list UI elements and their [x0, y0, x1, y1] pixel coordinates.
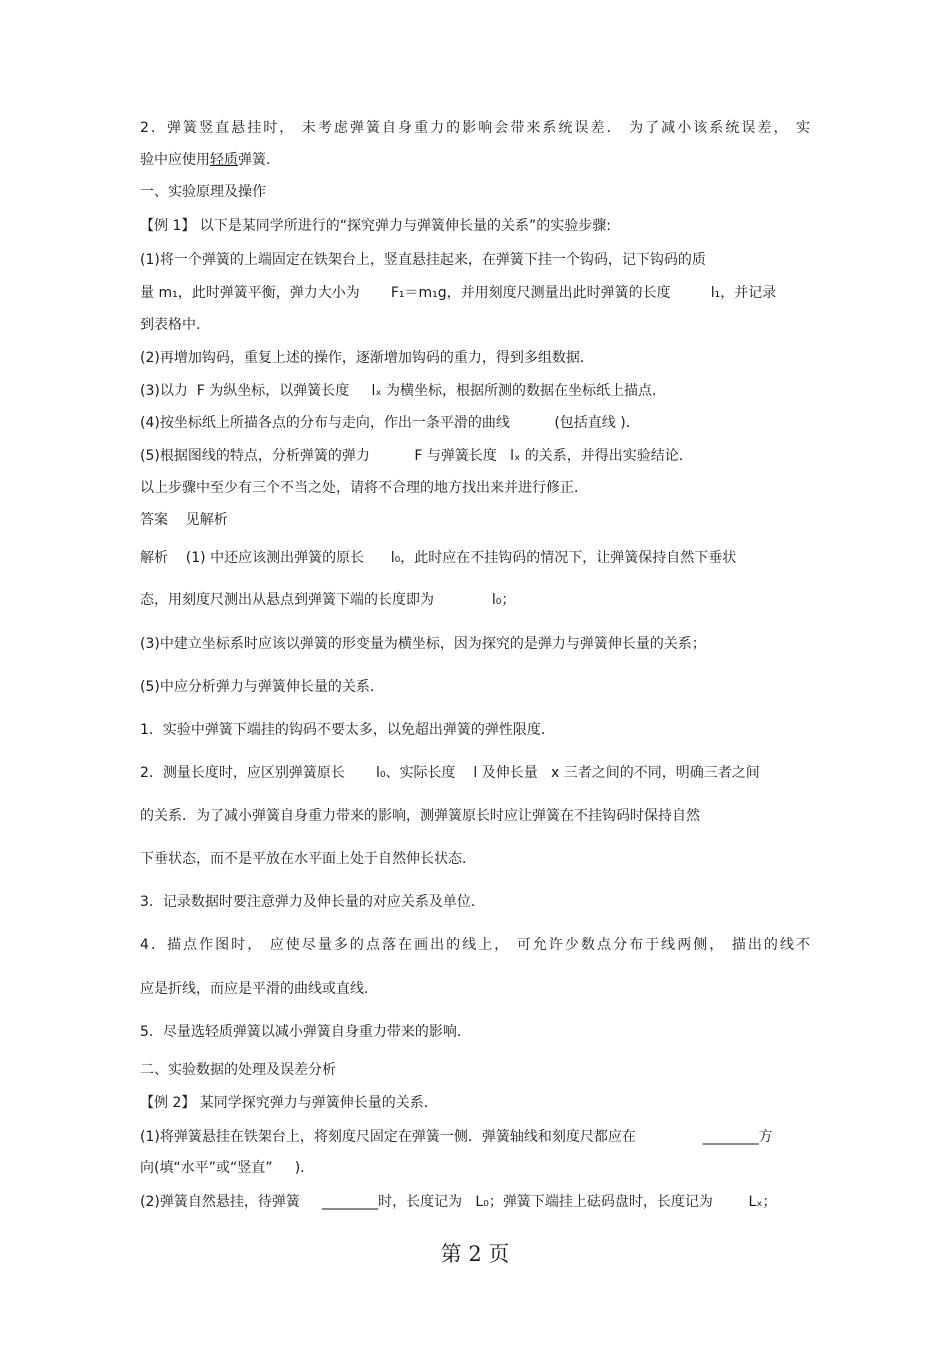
text-line: (5)中应分析弹力与弹簧伸长量的关系． [140, 679, 384, 695]
text-line: 4．描点作图时， 应使尽量多的点落在画出的线上， 可允许少数点分布于线两侧， 描出的线不 [140, 937, 810, 953]
text-line: (4)按坐标纸上所描各点的分布与走向，作出一条平滑的曲线 (包括直线 )． [140, 415, 640, 431]
text-fragment: 弹簧． [238, 152, 280, 168]
page-number: 第 2 页 [440, 1242, 510, 1266]
answer-line: 答案 见解析 [140, 512, 228, 528]
text-line: (5)根据图线的特点，分析弹簧的弹力 F 与弹簧长度 lₓ 的关系，并得出实验结论． [140, 448, 693, 464]
text-line [140, 150, 280, 170]
text-line: 3．记录数据时要注意弹力及伸长量的对应关系及单位． [140, 894, 485, 910]
text-line: 到表格中． [140, 317, 210, 333]
analysis-line: 解析 (1) 中还应该测出弹簧的原长 l₀，此时应在不挂钩码的情况下，让弹簧保持自然下垂状 [140, 550, 737, 566]
text-line: 的关系．为了减小弹簧自身重力带来的影响，测弹簧原长时应让弹簧在不挂钩码时保持自然 [140, 808, 700, 824]
text-line: 2．弹簧竖直悬挂时， 未考虑弹簧自身重力的影响会带来系统误差． 为了减小该系统误差， 实 [140, 120, 810, 136]
text-line: (3)以力 F 为纵坐标，以弹簧长度 lₓ 为横坐标，根据所测的数据在坐标纸上描点． [140, 383, 667, 399]
text-fragment: 验中应使用 [140, 152, 210, 168]
text-line: 下垂状态，而不是平放在水平面上处于自然伸长状态． [140, 851, 476, 867]
underlined-term: 轻质 [210, 152, 238, 168]
text-line: 态，用刻度尺测出从悬点到弹簧下端的长度即为 l₀； [140, 592, 516, 608]
text-line: (2)再增加钩码，重复上述的操作，逐渐增加钩码的重力，得到多组数据． [140, 350, 594, 366]
text-line: 应是折线，而应是平滑的曲线或直线． [140, 981, 378, 997]
text-line: 5．尽量选轻质弹簧以减小弹簧自身重力带来的影响． [140, 1024, 471, 1040]
section-heading: 二、实验数据的处理及误差分析 [140, 1062, 336, 1078]
example-heading: 【例 2】 某同学探究弹力与弹簧伸长量的关系． [140, 1095, 438, 1111]
text-line: (1)将一个弹簧的上端固定在铁架台上，竖直悬挂起来，在弹簧下挂一个钩码，记下钩码的质 [140, 252, 706, 268]
section-heading: 一、实验原理及操作 [140, 184, 266, 200]
text-line: (3)中建立坐标系时应该以弹簧的形变量为横坐标，因为探究的是弹力与弹簧伸长量的关系； [140, 636, 706, 652]
text-line: 2．测量长度时，应区别弹簧原长 l₀、实际长度 l 及伸长量 x 三者之间的不同，明确三者之间 [140, 765, 760, 781]
text-line: 量 m₁，此时弹簧平衡，弹力大小为 F₁＝m₁g，并用刻度尺测量出此时弹簧的长度 l₁，并记录 [140, 285, 777, 301]
question-line: (2)弹簧自然悬挂，待弹簧 ________时，长度记为 L₀；弹簧下端挂上砝码盘时，长度记为 Lₓ； [140, 1194, 777, 1210]
question-line: 向(填“水平”或“竖直” )． [140, 1160, 315, 1176]
text-line: 以上步骤中至少有三个不当之处，请将不合理的地方找出来并进行修正． [140, 480, 588, 496]
text-line: 1．实验中弹簧下端挂的钩码不要太多，以免超出弹簧的弹性限度． [140, 722, 555, 738]
question-line: (1)将弹簧悬挂在铁架台上，将刻度尺固定在弹簧一侧．弹簧轴线和刻度尺都应在 ________方 [140, 1129, 773, 1145]
example-heading: 【例 1】 以下是某同学所进行的“探究弹力与弹簧伸长量的关系”的实验步骤: [140, 218, 612, 234]
